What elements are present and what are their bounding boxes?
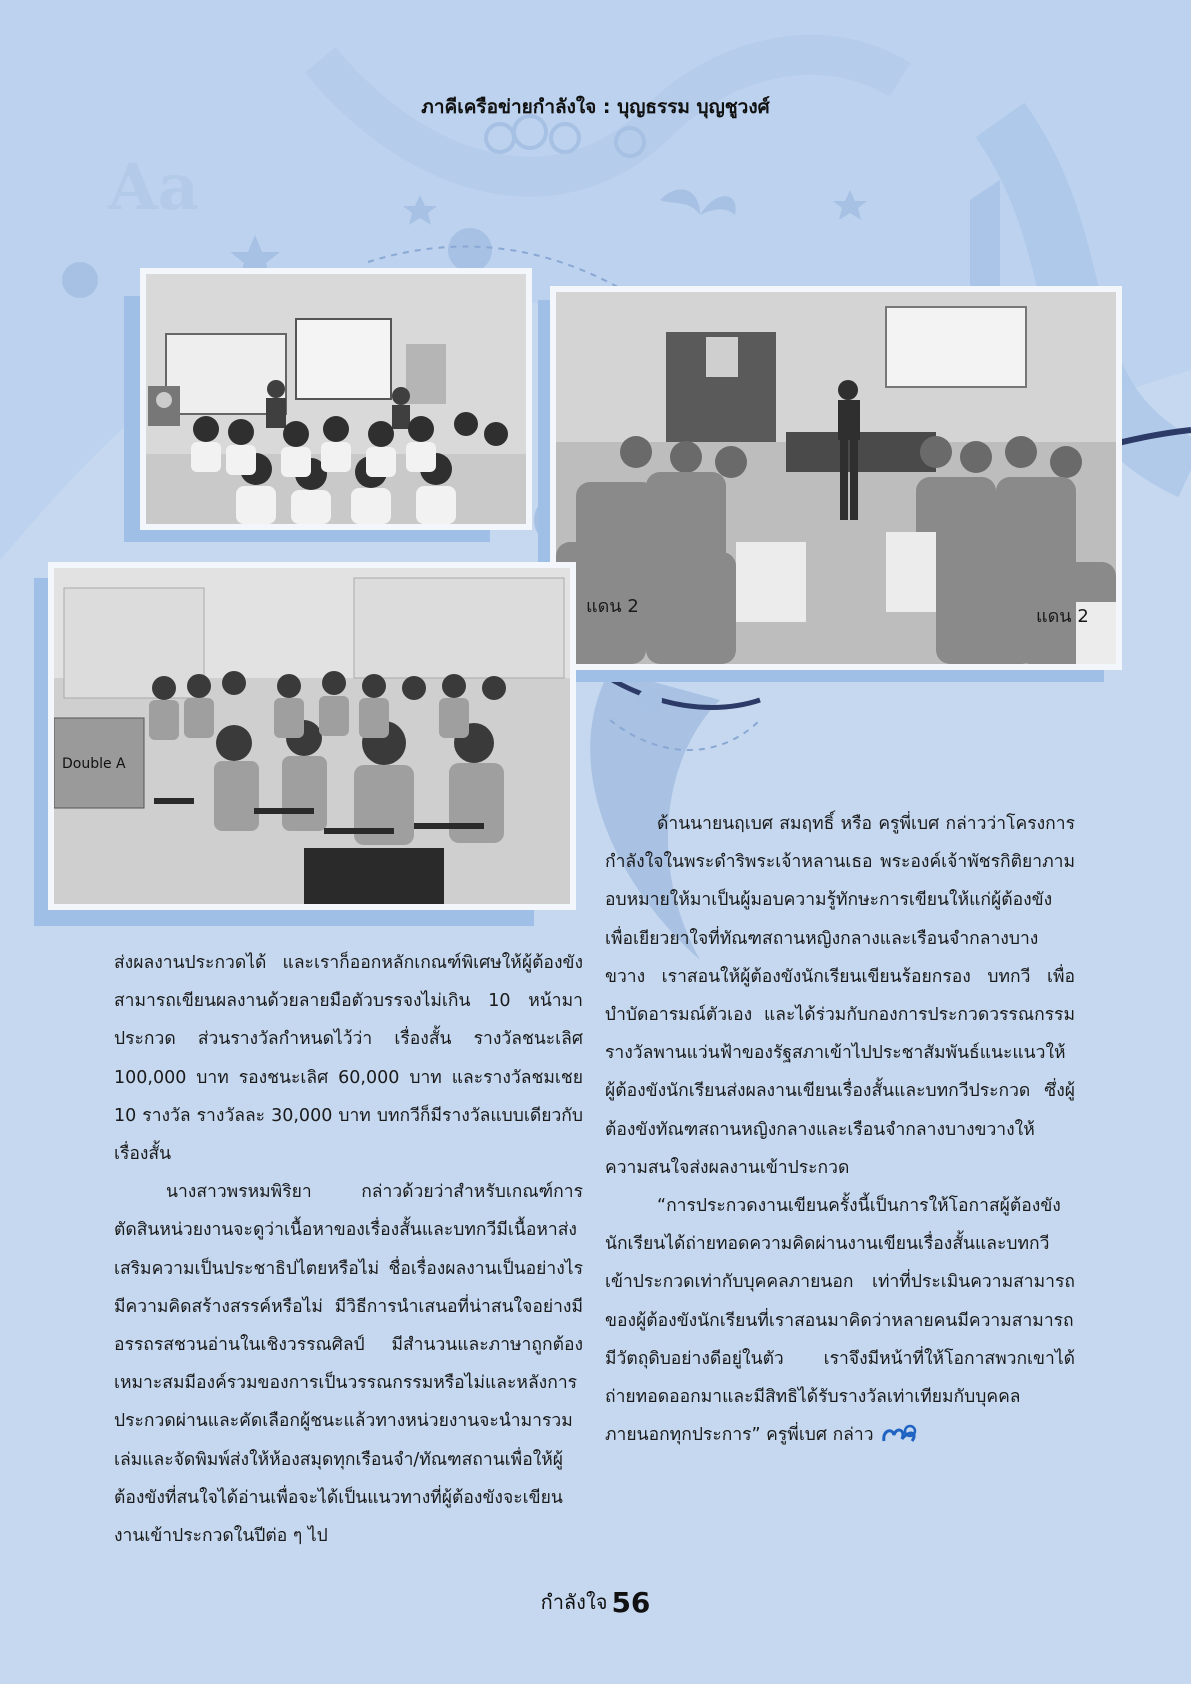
magazine-name: กำลังใจ — [540, 1590, 608, 1614]
page-number: 56 — [611, 1586, 651, 1619]
end-ornament-icon — [880, 1423, 918, 1447]
left-paragraph-2: นางสาวพรหมพิริยา กล่าวด้วยว่าสำหรับเกณฑ์การตัดสินหน่วยงานจะดูว่าเนื้อหาของเรื่องสั้นและบทกวีมีเนื้อหาส่งเสริมความเป็นประชาธิปไตยหรือไม่ ชื่อเรื่องผลงานเป็นอย่างไรมีความคิดสร้างสรรค์หรือไม่ มีวิธีการนำเสนอที่น่าสนใจอย่างมีอรรถรสชวนอ่านในเชิงวรรณศิลป์ มีสำนวนและภาษาถูกต้องเหมาะสมมีองค์รวมของการเป็นวรรณกรรมหรือไม่และหลังการประกวดผ่านและคัดเลือกผู้ชนะแล้วทางหน่วยงานจะนำมารวมเล่มและจัดพิมพ์ส่งให้ห้องสมุดทุกเรือนจำ/ทัณฑสถานเพื่อให้ผู้ต้องขังที่สนใจได้อ่านเพื่อจะได้เป็นแนวทางที่ผู้ต้องขังจะเขียนงานเข้าประกวดในปีต่อ ๆ ไป — [114, 1182, 583, 1547]
shirt-label: แดน 2 — [586, 596, 639, 617]
shirt-label: แดน 2 — [1036, 606, 1089, 627]
decor-letters: Aa — [108, 150, 200, 225]
classroom-women-teacher-photo — [140, 268, 532, 530]
left-paragraph-1: ส่งผลงานประกวดได้ และเราก็ออกหลักเกณฑ์พิเศษให้ผู้ต้องขังสามารถเขียนผลงานด้วยลายมือตัวบรรจงไม่เกิน 10 หน้ามาประกวด ส่วนรางวัลกำหนดไว้ว่า เรื่องสั้น รางวัลชนะเลิศ 100,000 บาท รองชนะเลิศ 60,000 บาท และรางวัลชมเชย 10 รางวัล รางวัลละ 30,000 บาท บทกวีก็มีรางวัลแบบเดียวกับเรื่องสั้น — [114, 953, 583, 1165]
section-header: ภาคีเครือข่ายกำลังใจ : บุญธรรม บุญชูวงศ์ — [421, 96, 770, 118]
classroom-women-seated-photo — [48, 562, 576, 910]
right-text-column — [605, 805, 1075, 1454]
right-paragraph-2: “การประกวดงานเขียนครั้งนี้เป็นการให้โอกาสผู้ต้องขังนักเรียนได้ถ่ายทอดความคิดผ่านงานเขียนเรื่องสั้นและบทกวีเข้าประกวดเท่ากับบุคคลภายนอก เท่าที่ประเมินความสามารถของผู้ต้องขังนักเรียนที่เราสอนมาคิดว่าหลายคนมีความสามารถมีวัตถุดิบอย่างดีอยู่ในตัว เราจึงมีหน้าที่ให้โอกาสพวกเขาได้ถ่ายทอดออกมาและมีสิทธิได้รับรางวัลเท่าเทียมกับบุคคลภายนอกทุกประการ” ครูพี่เบศ กล่าว — [605, 1196, 1075, 1446]
page-footer — [0, 1586, 1191, 1619]
right-paragraph-1: ด้านนายนฤเบศ สมฤทธิ์ หรือ ครูพี่เบศ กล่าวว่าโครงการกำลังใจในพระดำริพระเจ้าหลานเธอ พระองค์เจ้าพัชรกิติยาภามอบหมายให้มาเป็นผู้มอบความรู้ทักษะการเขียนให้แก่ผู้ต้องขังเพื่อเยียวยาใจที่ทัณฑสถานหญิงกลางและเรือนจำกลางบางขวาง เราสอนให้ผู้ต้องขังนักเรียนเขียนร้อยกรอง บทกวี เพื่อบำบัดอารมณ์ตัวเอง และได้ร่วมกับกองการประกวดวรรณกรรมรางวัลพานแว่นฟ้าของรัฐสภาเข้าไปประชาสัมพันธ์แนะแนวให้ผู้ต้องขังนักเรียนส่งผลงานเขียนเรื่องสั้นและบทกวีประกวด ซึ่งผู้ต้องขังทัณฑสถานหญิงกลางและเรือนจำกลางบางขวางให้ความสนใจส่งผลงานเข้าประกวด — [605, 814, 1075, 1178]
hall-men-speaker-photo — [550, 286, 1122, 670]
left-text-column — [114, 944, 583, 1555]
box-label: Double A — [62, 756, 126, 772]
